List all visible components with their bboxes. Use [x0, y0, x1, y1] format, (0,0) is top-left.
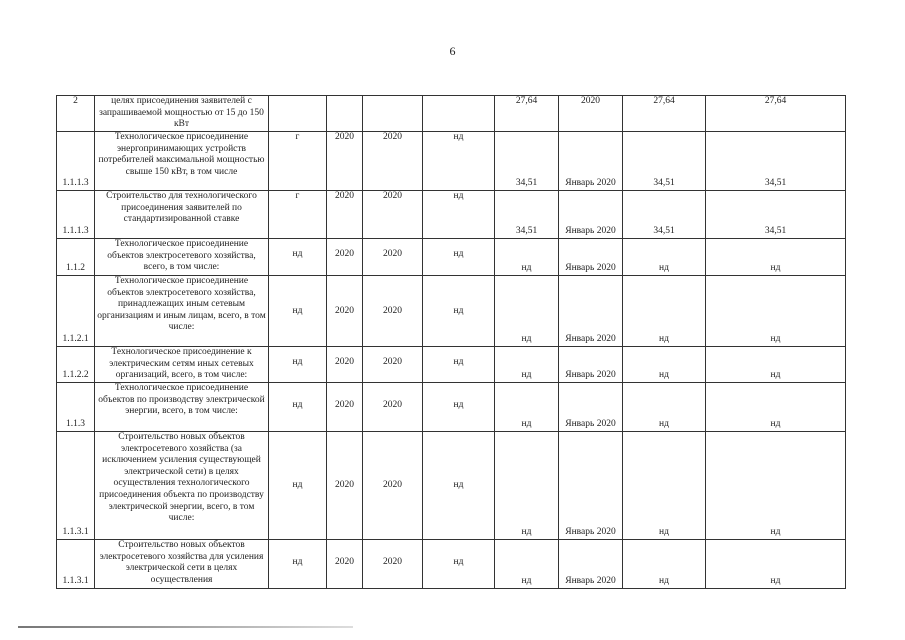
row-number: 2 [57, 96, 95, 132]
row-number: 1.1.3.1 [57, 432, 95, 540]
date-cell: Январь 2020 [559, 383, 623, 432]
unit-cell: нд [269, 347, 327, 383]
row-number: 1.1.1.3 [57, 132, 95, 191]
scan-artifact-line [18, 626, 353, 628]
date-cell: Январь 2020 [559, 239, 623, 276]
value-cell: нд [623, 239, 706, 276]
row-number: 1.1.3.1 [57, 540, 95, 589]
start-year-cell: 2020 [327, 191, 363, 239]
unit-cell: г [269, 191, 327, 239]
row-name: Строительство новых объектов электросетевого хозяйства для усиления электрической сети в целях осуществления [95, 540, 269, 589]
row-name: Технологическое присоединение объектов электросетевого хозяйства, всего, в том числе: [95, 239, 269, 276]
table-row [57, 540, 846, 589]
table-row [57, 432, 846, 540]
value-cell: 27,64 [706, 96, 846, 132]
row-name: целях присоединения заявителей с запрашиваемой мощностью от 15 до 150 кВт [95, 96, 269, 132]
status-cell: нд [423, 191, 495, 239]
status-cell [423, 96, 495, 132]
date-cell: Январь 2020 [559, 276, 623, 347]
value-cell: нд [495, 432, 559, 540]
value-cell: нд [623, 540, 706, 589]
row-name: Строительство для технологического присоединения заявителей по стандартизированной ставке [95, 191, 269, 239]
value-cell: нд [706, 432, 846, 540]
value-cell: нд [623, 347, 706, 383]
table-row [57, 276, 846, 347]
status-cell: нд [423, 383, 495, 432]
unit-cell: нд [269, 239, 327, 276]
status-cell: нд [423, 132, 495, 191]
start-year-cell: 2020 [327, 239, 363, 276]
value-cell: нд [495, 239, 559, 276]
value-cell: нд [495, 276, 559, 347]
date-cell: Январь 2020 [559, 347, 623, 383]
table-row [57, 132, 846, 191]
row-name: Технологическое присоединение энергопринимающих устройств потребителей максимальной мощностью свыше 150 кВт, в том числе [95, 132, 269, 191]
table-row [57, 239, 846, 276]
row-number: 1.1.2.1 [57, 276, 95, 347]
status-cell: нд [423, 276, 495, 347]
unit-cell: нд [269, 432, 327, 540]
value-cell: 34,51 [495, 191, 559, 239]
unit-cell: нд [269, 383, 327, 432]
value-cell: нд [495, 540, 559, 589]
value-cell: 34,51 [623, 191, 706, 239]
table-row [57, 347, 846, 383]
end-year-cell: 2020 [363, 347, 423, 383]
value-cell: нд [706, 276, 846, 347]
value-cell: нд [706, 383, 846, 432]
start-year-cell: 2020 [327, 276, 363, 347]
value-cell: нд [495, 383, 559, 432]
value-cell: нд [706, 347, 846, 383]
start-year-cell: 2020 [327, 132, 363, 191]
value-cell: 27,64 [623, 96, 706, 132]
value-cell: нд [706, 540, 846, 589]
unit-cell: г [269, 132, 327, 191]
value-cell: нд [623, 432, 706, 540]
end-year-cell: 2020 [363, 383, 423, 432]
row-name: Технологическое присоединение к электрическим сетям иных сетевых организаций, всего, в том числе: [95, 347, 269, 383]
start-year-cell [327, 96, 363, 132]
value-cell: нд [623, 276, 706, 347]
value-cell: нд [623, 383, 706, 432]
status-cell: нд [423, 347, 495, 383]
table-row [57, 383, 846, 432]
unit-cell [269, 96, 327, 132]
start-year-cell: 2020 [327, 347, 363, 383]
value-cell: 34,51 [495, 132, 559, 191]
value-cell: нд [495, 347, 559, 383]
table-row [57, 96, 846, 132]
end-year-cell: 2020 [363, 132, 423, 191]
unit-cell: нд [269, 540, 327, 589]
status-cell: нд [423, 239, 495, 276]
value-cell: 34,51 [706, 191, 846, 239]
value-cell: нд [706, 239, 846, 276]
row-name: Технологическое присоединение объектов электросетевого хозяйства, принадлежащих иным сетевым организациям и иным лицам, всего, в том числе: [95, 276, 269, 347]
end-year-cell: 2020 [363, 540, 423, 589]
row-name: Строительство новых объектов электросетевого хозяйства (за исключением усиления существующей электрической сети) в целях осуществления технологического присоединения объекта по производству электрической энергии, всего, в том числе: [95, 432, 269, 540]
date-cell: Январь 2020 [559, 432, 623, 540]
end-year-cell: 2020 [363, 432, 423, 540]
start-year-cell: 2020 [327, 432, 363, 540]
unit-cell: нд [269, 276, 327, 347]
end-year-cell [363, 96, 423, 132]
row-number: 1.1.2.2 [57, 347, 95, 383]
status-cell: нд [423, 432, 495, 540]
date-cell: Январь 2020 [559, 540, 623, 589]
start-year-cell: 2020 [327, 540, 363, 589]
row-number: 1.1.2 [57, 239, 95, 276]
value-cell: 27,64 [495, 96, 559, 132]
table-row [57, 191, 846, 239]
value-cell: 34,51 [706, 132, 846, 191]
investment-table [56, 95, 846, 589]
end-year-cell: 2020 [363, 276, 423, 347]
row-number: 1.1.1.3 [57, 191, 95, 239]
row-name: Технологическое присоединение объектов по производству электрической энергии, всего, в том числе: [95, 383, 269, 432]
status-cell: нд [423, 540, 495, 589]
row-number: 1.1.3 [57, 383, 95, 432]
date-cell: Январь 2020 [559, 132, 623, 191]
end-year-cell: 2020 [363, 191, 423, 239]
end-year-cell: 2020 [363, 239, 423, 276]
value-cell: 34,51 [623, 132, 706, 191]
date-cell: Январь 2020 [559, 191, 623, 239]
page-number: 6 [449, 44, 456, 58]
date-cell: 2020 [559, 96, 623, 132]
start-year-cell: 2020 [327, 383, 363, 432]
